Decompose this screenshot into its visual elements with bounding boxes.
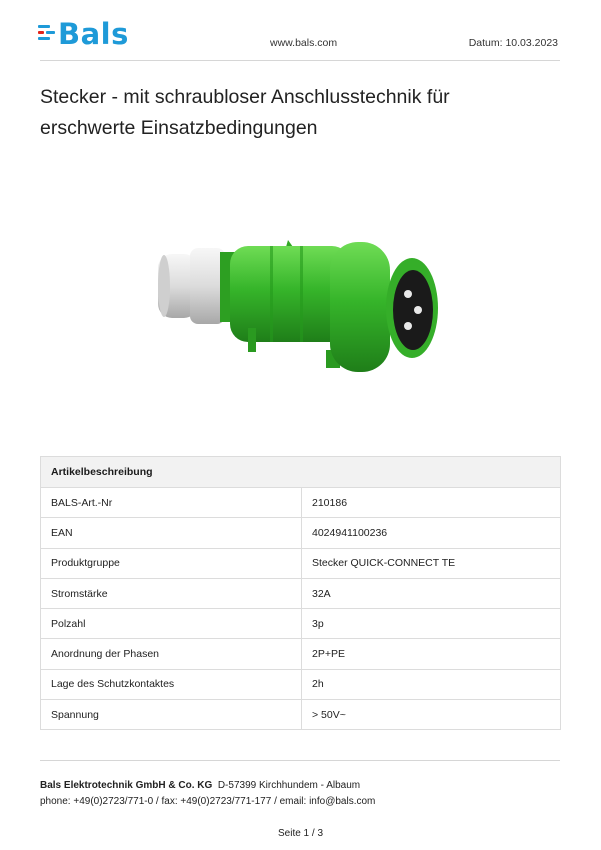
website-link[interactable]: www.bals.com [270, 37, 338, 49]
row-value: 3p [302, 609, 561, 639]
row-label: BALS-Art.-Nr [41, 488, 302, 518]
table-row [41, 609, 561, 639]
page-number: Seite 1 / 3 [277, 828, 324, 839]
row-label: Polzahl [41, 609, 302, 639]
row-value: Stecker QUICK-CONNECT TE [302, 548, 561, 578]
table-row [41, 578, 561, 608]
footer-contact-line: phone: +49(0)2723/771-0 / fax: +49(0)2723/771-177 / email: info@bals.com [40, 796, 376, 807]
logo-lines-icon [38, 25, 55, 45]
title-line-2: erschwerte Einsatzbedingungen [40, 117, 318, 139]
row-label: Lage des Schutzkontaktes [41, 669, 302, 699]
footer-company-line [40, 780, 360, 791]
table-row [41, 518, 561, 548]
table-row [41, 639, 561, 669]
table-row [41, 548, 561, 578]
row-value: 210186 [302, 488, 561, 518]
row-value: 4024941100236 [302, 518, 561, 548]
page-title [40, 82, 560, 144]
table-row [41, 488, 561, 518]
row-label: Spannung [41, 700, 302, 730]
document-date: Datum: 10.03.2023 [468, 37, 558, 49]
row-label: EAN [41, 518, 302, 548]
green-plug-image [150, 232, 450, 382]
table-heading: Artikelbeschreibung [41, 457, 561, 488]
article-description-table [40, 456, 561, 730]
row-value: 32A [302, 578, 561, 608]
table-row [41, 700, 561, 730]
row-label: Anordnung der Phasen [41, 639, 302, 669]
table-row [41, 669, 561, 699]
page-header [0, 0, 601, 62]
company-name: Bals Elektrotechnik GmbH & Co. KG [40, 780, 213, 791]
logo-text: Bals [58, 17, 129, 51]
row-value: 2h [302, 669, 561, 699]
row-label: Produktgruppe [41, 548, 302, 578]
row-value: 2P+PE [302, 639, 561, 669]
company-address: D-57399 Kirchhundem - Albaum [217, 780, 361, 791]
title-line-1: Stecker - mit schraubloser Anschlusstechnik für [40, 86, 450, 108]
bals-logo[interactable] [38, 17, 166, 51]
footer-divider [40, 760, 560, 761]
row-label: Stromstärke [41, 578, 302, 608]
row-value: > 50V~ [302, 700, 561, 730]
header-divider [40, 60, 560, 61]
